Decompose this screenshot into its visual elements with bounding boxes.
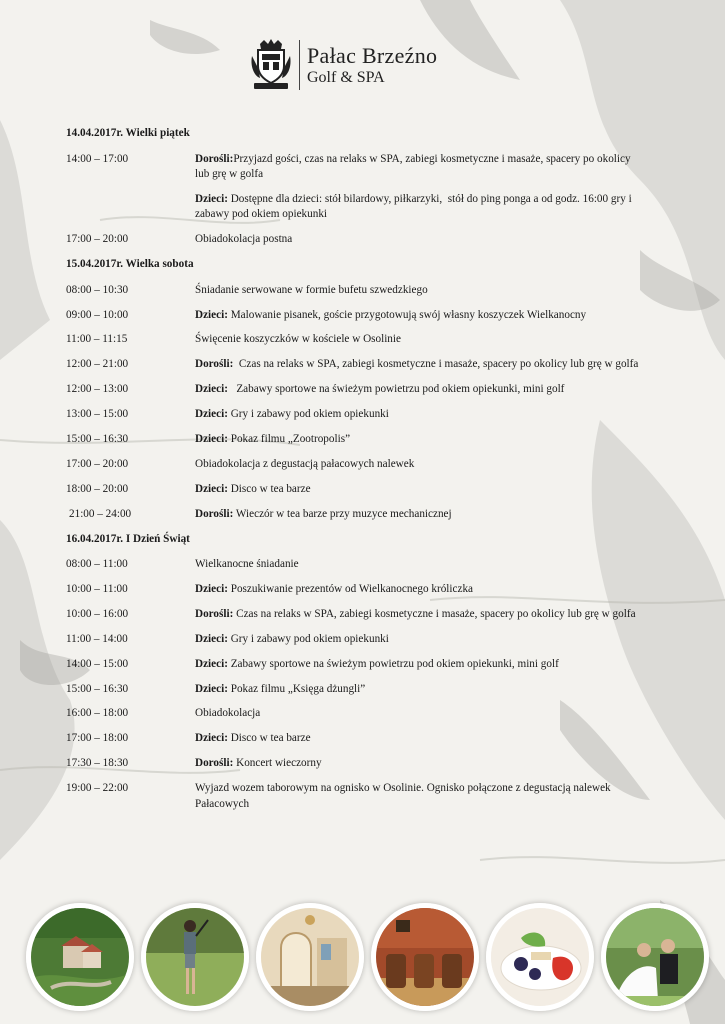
- event-text: Gry i zabawy pod okiem opiekunki: [227, 408, 389, 421]
- event-text: Koncert wieczorny: [233, 757, 322, 770]
- event-description: [195, 432, 646, 448]
- spa-hall-photo: [256, 903, 364, 1011]
- schedule-row: [66, 706, 646, 722]
- audience-label: Dorośli:: [195, 607, 234, 620]
- event-description: [195, 332, 646, 348]
- event-time: 18:00 – 20:00: [66, 482, 129, 495]
- event-description: [195, 607, 646, 623]
- audience-label: Dzieci:: [195, 408, 228, 421]
- event-time: 21:00 – 24:00: [69, 507, 132, 520]
- audience-label: Dorośli:: [195, 757, 234, 770]
- schedule-row: [66, 357, 646, 373]
- audience-label: Dzieci:: [195, 482, 228, 495]
- event-time: 09:00 – 10:00: [66, 308, 129, 321]
- audience-label: Dzieci:: [195, 383, 228, 396]
- event-text: Malowanie pisanek, goście przygotowują swój własny koszyczek Wielkanocny: [227, 308, 587, 321]
- golfer-photo: [141, 903, 249, 1011]
- event-description: [195, 357, 646, 373]
- brand-subtitle: Golf & SPA: [307, 69, 385, 86]
- crest-logo-icon: [250, 38, 292, 90]
- schedule-row: [66, 382, 646, 398]
- schedule-row: [66, 657, 646, 673]
- event-time: 10:00 – 11:00: [66, 582, 128, 595]
- audience-label: Dzieci:: [195, 732, 228, 745]
- event-text: Zabawy sportowe na świeżym powietrzu pod okiem opiekunki, mini golf: [227, 383, 565, 396]
- event-time: 12:00 – 21:00: [66, 358, 129, 371]
- brand-name: Pałac Brzeźno: [307, 43, 438, 68]
- event-text: Wyjazd wozem taborowym na ognisko w Osolinie. Ognisko połączone z degustacją nalewek Pałacowych: [195, 782, 614, 810]
- event-text: Disco w tea barze: [227, 482, 311, 495]
- event-description: [195, 152, 646, 183]
- event-time: 17:00 – 20:00: [66, 457, 129, 470]
- audience-label: Dzieci:: [195, 433, 228, 446]
- header-divider: [299, 40, 300, 90]
- event-time: 10:00 – 16:00: [66, 607, 129, 620]
- event-description: [195, 283, 646, 299]
- event-time: 11:00 – 14:00: [66, 632, 128, 645]
- event-description: [195, 507, 646, 523]
- photo-strip: [0, 890, 725, 1024]
- event-text: Wielkanocne śniadanie: [195, 558, 299, 571]
- event-time: 19:00 – 22:00: [66, 782, 129, 795]
- event-text: Pokaz filmu „Księga dżungli”: [227, 682, 366, 695]
- day-title: 15.04.2017r. Wielka sobota: [66, 258, 194, 271]
- event-time: 15:00 – 16:30: [66, 682, 129, 695]
- event-time: 17:30 – 18:30: [66, 757, 129, 770]
- event-text: Święcenie koszyczków w kościele w Osolinie: [195, 333, 401, 346]
- event-description: [195, 407, 646, 423]
- audience-label: Dorośli:: [195, 152, 234, 165]
- schedule-row: [66, 457, 646, 473]
- event-text: Obiadokolacja postna: [195, 233, 293, 246]
- event-time: [66, 192, 195, 223]
- schedule: [66, 126, 646, 821]
- event-text: Wieczór w tea barze przy muzyce mechanicznej: [233, 507, 452, 520]
- event-text: Obiadokolacja z degustacją pałacowych nalewek: [195, 457, 415, 470]
- event-text: Obiadokolacja: [195, 707, 261, 720]
- event-description: [195, 706, 646, 722]
- schedule-row: [66, 407, 646, 423]
- schedule-row: [66, 557, 646, 573]
- event-time: 13:00 – 15:00: [66, 408, 129, 421]
- wedding-couple-photo: [601, 903, 709, 1011]
- schedule-row: [66, 192, 646, 223]
- event-description: [195, 382, 646, 398]
- schedule-row: [66, 682, 646, 698]
- schedule-row: [66, 781, 646, 812]
- palace-aerial-photo: [26, 903, 134, 1011]
- schedule-row: [66, 632, 646, 648]
- event-description: [195, 232, 646, 248]
- schedule-row: [66, 283, 646, 299]
- event-description: [195, 731, 646, 747]
- schedule-row: [66, 232, 646, 248]
- event-description: [195, 657, 646, 673]
- event-description: [195, 557, 646, 573]
- event-description: [195, 682, 646, 698]
- audience-label: Dzieci:: [195, 657, 228, 670]
- event-description: [195, 457, 646, 473]
- event-description: [195, 482, 646, 498]
- dessert-photo: [486, 903, 594, 1011]
- event-time: 08:00 – 10:30: [66, 283, 129, 296]
- event-description: [195, 582, 646, 598]
- schedule-row: [66, 731, 646, 747]
- event-description: [195, 781, 646, 812]
- day-title: 14.04.2017r. Wielki piątek: [66, 127, 190, 139]
- schedule-row: [66, 756, 646, 772]
- schedule-row: [66, 482, 646, 498]
- event-time: 11:00 – 11:15: [66, 333, 128, 346]
- event-time: 15:00 – 16:30: [66, 433, 129, 446]
- audience-label: Dzieci:: [195, 308, 228, 321]
- event-text: Czas na relaks w SPA, zabiegi kosmetyczne i masaże, spacery po okolicy lub grę w golfa: [233, 358, 639, 371]
- audience-label: Dorośli:: [195, 358, 234, 371]
- schedule-row: [66, 432, 646, 448]
- event-description: [195, 632, 646, 648]
- schedule-row: [66, 152, 646, 183]
- event-text: Przyjazd gości, czas na relaks w SPA, zabiegi kosmetyczne i masaże, spacery po okolicy lub grę w golfa: [195, 152, 634, 180]
- schedule-row: [66, 507, 646, 523]
- audience-label: Dzieci:: [195, 582, 228, 595]
- schedule-row: [66, 607, 646, 623]
- sauna-room-photo: [371, 903, 479, 1011]
- event-time: 17:00 – 20:00: [66, 233, 129, 246]
- audience-label: Dzieci:: [195, 682, 228, 695]
- event-time: 17:00 – 18:00: [66, 732, 129, 745]
- schedule-row: [66, 582, 646, 598]
- event-text: Czas na relaks w SPA, zabiegi kosmetyczne i masaże, spacery po okolicy lub grę w golfa: [233, 607, 636, 620]
- event-text: Poszukiwanie prezentów od Wielkanocnego króliczka: [227, 582, 473, 595]
- event-text: Zabawy sportowe na świeżym powietrzu pod okiem opiekunki, mini golf: [227, 657, 559, 670]
- brand-header: [250, 38, 510, 94]
- event-text: Disco w tea barze: [227, 732, 311, 745]
- audience-label: Dorośli:: [195, 507, 234, 520]
- event-description: [195, 308, 646, 324]
- event-description: [195, 192, 646, 223]
- event-text: Pokaz filmu „Zootropolis”: [227, 433, 351, 446]
- event-time: 14:00 – 15:00: [66, 657, 129, 670]
- event-description: [195, 756, 646, 772]
- event-text: Śniadanie serwowane w formie bufetu szwedzkiego: [195, 283, 428, 296]
- event-time: 12:00 – 13:00: [66, 383, 129, 396]
- day-title: 16.04.2017r. I Dzień Świąt: [66, 532, 190, 545]
- schedule-row: [66, 308, 646, 324]
- event-text: Dostępne dla dzieci: stół bilardowy, piłkarzyki, stół do ping ponga a od godz. 16:00 gry i zabawy pod okiem opiekunki: [195, 192, 635, 221]
- event-time: 16:00 – 18:00: [66, 707, 129, 720]
- audience-label: Dzieci:: [195, 632, 228, 645]
- audience-label: Dzieci:: [195, 192, 228, 205]
- event-time: 08:00 – 11:00: [66, 558, 128, 571]
- event-time: 14:00 – 17:00: [66, 152, 129, 165]
- event-text: Gry i zabawy pod okiem opiekunki: [227, 632, 389, 645]
- schedule-row: [66, 332, 646, 348]
